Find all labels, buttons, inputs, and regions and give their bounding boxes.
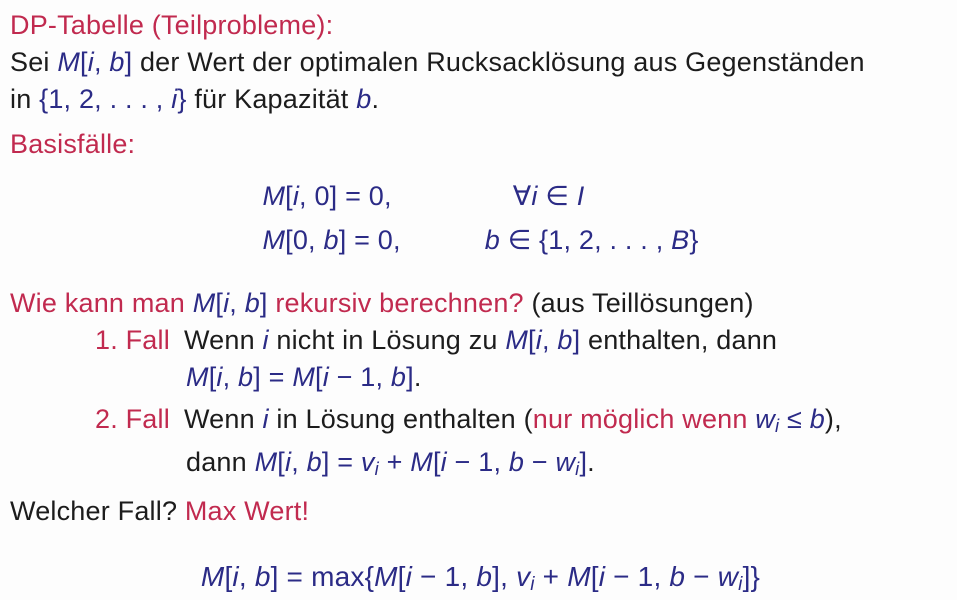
intro-l2-pre: in [10,84,40,114]
recursion-q-red1: Wie kann man [10,288,193,318]
slide-heading-dp-table: DP-Tabelle (Teilprobleme): [10,10,334,40]
math-m-i-b-def: M[i, b] [57,47,133,77]
math-item-set: {1, 2, . . . , i} [39,84,187,114]
base-cases-heading: Basisfälle: [10,129,136,159]
conclusion-answer: Max Wert! [184,496,310,527]
case-1-label: 1. Fall [95,325,170,355]
case-2-equation-line [10,444,951,487]
base-eq2-lhs: M[0, b] = 0, [262,225,401,255]
base-eq2-rhs: b ∈ {1, 2, . . . , B} [484,225,699,255]
base-eq1-rhs: ∀i ∈ I [512,181,585,211]
case-2-dann: dann [186,447,255,478]
recursion-question [10,285,951,322]
case-1-post: enthalten, dann [580,325,778,355]
math-case2-recurrence: M[i, b] = vi + M[i − 1, b − wi] [254,447,588,480]
case-1-mid: nicht in Lösung zu [268,325,506,355]
intro-l1-pre: Sei [10,47,58,77]
math-m-i-b-question: M[i, b] [192,288,268,318]
conclusion-question: Welcher Fall? [10,496,185,527]
math-case1-recurrence: M[i, b] = M[i − 1, b] [186,362,414,392]
base-cases-equations [262,178,698,259]
math-item-i-case2: i [262,404,269,434]
case-2-pre: Wenn [183,404,263,434]
math-m-i-b-case1: M[i, b] [505,325,581,355]
math-item-i-case1: i [262,325,269,355]
case-1-line [10,322,951,359]
case-2-red-note: nur möglich wenn [532,404,756,434]
recursion-q-red2: rekursiv berechnen? [267,288,524,318]
case-2-label: 2. Fall [95,404,170,434]
math-final-recurrence: M[i, b] = max{M[i − 1, b], vi + M[i − 1, b − wi]} [200,561,761,596]
intro-line-2 [10,81,951,118]
recursion-q-note: (aus Teillösungen) [523,288,754,318]
case-2-eq-period: . [587,447,595,478]
case-1-equation-line [10,359,951,396]
math-weight-condition: wi ≤ b [755,404,825,437]
case-2-post: ), [824,404,842,434]
intro-l1-post: der Wert der optimalen Rucksacklösung aus Gegenständen [132,47,865,77]
base-eq1-lhs: M[i, 0] = 0, [262,181,392,211]
case-1-eq-period: . [413,362,422,392]
conclusion-line [10,493,951,530]
math-capacity-b: b [356,84,372,114]
case-2-mid: in Lösung enthalten ( [268,404,533,434]
intro-l2-period: . [371,84,380,114]
intro-line-1 [10,44,951,81]
intro-l2-mid: für Kapazität [186,84,357,114]
case-1-pre: Wenn [183,325,263,355]
case-2-line [10,401,951,444]
